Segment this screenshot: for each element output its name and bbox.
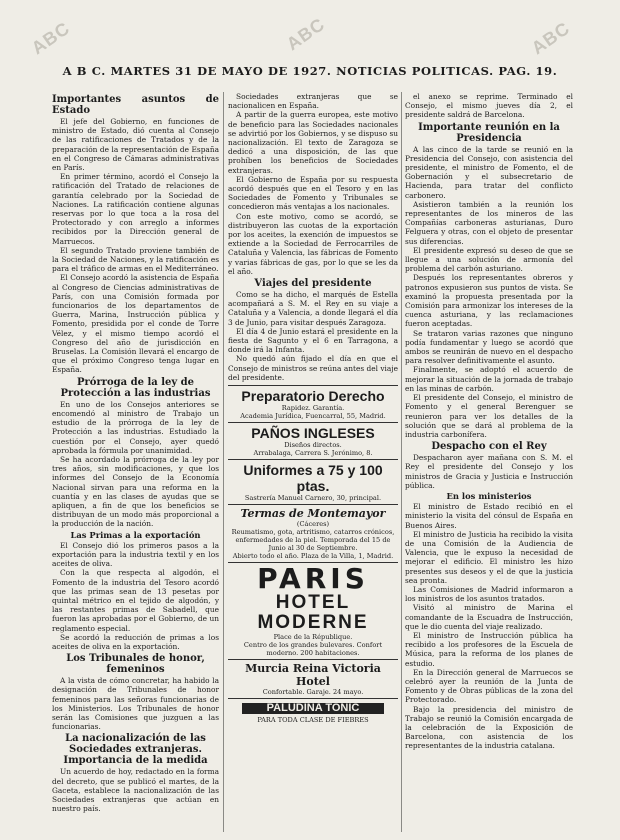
paragraph: El ministro de Justicia ha recibido la visita de una Comisión de la Audiencia de Valencia, que le expuso la necesidad de mejorar el edificio. El ministro les hizo presentes sus deseos y el de que la justicia sea pronta. xyxy=(405,529,573,585)
ad-title: Preparatorio Derecho xyxy=(241,388,385,405)
paragraph: Las Comisiones de Madrid informaron a los ministros de los asuntos tratados. xyxy=(405,584,573,604)
ad-title: Murcia Reina Victoria Hotel xyxy=(245,662,381,689)
ad-title-2: HOTEL MODERNE xyxy=(257,592,369,634)
paragraph: En primer término, acordó el Consejo la ratificación del Tratado de relaciones de garantía celebrado por la Sociedad de Naciones. La ratificación contiene algunas reservas por lo que toca a la rosa del Protectorado y con arreglo a informes recibidos por la Dirección general de Marruecos. xyxy=(52,172,219,246)
column-3 xyxy=(405,92,573,834)
ad-title: PAÑOS INGLESES xyxy=(251,425,375,442)
watermark-left: ABC xyxy=(27,17,74,59)
ad-paris-hotel xyxy=(228,562,398,659)
ad-title: Uniformes a 75 y 100 ptas. xyxy=(243,462,383,495)
paragraph: El Consejo dió los primeros pasos a la exportación para la industria textil y en los aceites de oliva. xyxy=(52,540,219,569)
paragraph: A partir de la guerra europea, este motivo de beneficio para las Sociedades nacionales se advirtió por los Gobiernos, y se dispuso su nacionalización. El texto de Zaragoza se dedicó a una disposición, de las que prohíben los beneficios de Sociedades extranjeras. xyxy=(228,110,398,175)
paragraph: Un acuerdo de hoy, redactado en la forma del decreto, que se publicó el martes, de la Gaceta, establece la nacionalización de las Sociedades extranjeras que actúan en nuestro país. xyxy=(52,767,219,814)
paragraph: El ministro de Estado recibió en el ministerio la visita del cónsul de España en Buenos Aires. xyxy=(405,502,573,530)
ad-title: PALUDINA TONIC xyxy=(242,703,384,714)
paragraph: En uno de los Consejos anteriores se encomendó al ministro de Trabajo un estudio de la prórroga de la ley de Protección a las industrias. Estudiado la cuestión por el Consejo, ayer quedó aprobada la fórmula por unanimidad. xyxy=(52,399,219,455)
ad-panos xyxy=(228,422,398,459)
ad-subtitle: Confortable. Garaje. 24 mayo. xyxy=(262,688,364,697)
watermark-right: ABC xyxy=(527,17,574,59)
column-1 xyxy=(52,92,219,834)
heading-proteccion: Prórroga de la ley de Protección a las industrias xyxy=(60,376,211,399)
heading-primas: Las Primas a la exportación xyxy=(70,529,201,540)
paragraph: El Gobierno de España por su respuesta acordó después que en el Tesoro y en las Sociedades de Fomento y Tribunales se concedieron más ventajas a los nacionales. xyxy=(228,174,398,212)
paragraph: A las cinco de la tarde se reunió en la Presidencia del Consejo, con asistencia del presidente, el ministro de Fomento, el de Gobernación y el subsecretario de Hacienda, para tratar del conflicto carbonero. xyxy=(405,144,573,200)
paragraph: Se ha acordado la prórroga de la ley por tres años, sin modificaciones, y que los informes del Consejo de la Economía Nacional sirvan para una reforma en la cuantía y en las clases de ayudas que se apliquen, a fin de que los beneficios se distribuyan de un modo más proporcional a la producción de la nación. xyxy=(52,454,219,529)
paragraph: El segundo Tratado proviene también de la Sociedad de Naciones, y la ratificación es para el tráfico de armas en el Mediterráneo. xyxy=(52,245,219,274)
heading-viajes: Viajes del presidente xyxy=(254,278,372,290)
ad-subtitle: (Cáceres) xyxy=(296,520,330,529)
ad-line: Academia Jurídica, Fuencarral, 55, Madrid. xyxy=(240,412,386,421)
heading-reunion: Importante reunión en la Presidencia xyxy=(418,121,560,144)
paragraph: El presidente del Consejo, el ministro de Fomento y el general Berenguer se reunieron para ver los detalles de la solución que se dará al problema de la industria carbonífera. xyxy=(405,393,573,439)
paragraph: Bajo la presidencia del ministro de Trabajo se reunió la Comisión encargada de la celebración de la Exposición de Barcelona, con asistencia de los representantes de la industria catalana. xyxy=(405,704,573,751)
column-2 xyxy=(228,92,398,834)
paragraph: Finalmente, se adoptó el acuerdo de mejorar la situación de la jornada de trabajo en las minas de carbón. xyxy=(405,365,573,393)
ad-title: PARIS xyxy=(257,562,369,596)
ad-line: Sastrería Manuel Carnero, 30, principal. xyxy=(244,494,382,503)
ad-subtitle: Place de la République. xyxy=(273,633,353,642)
paragraph: Con la que respecta al algodón, el Fomento de la industria del Tesoro acordó que las primas sean de 13 pesetas por quintal métrico en el tejido de algodón, y las restantes primas de Sabadell, que fueron las aprobadas por el Gobierno, de un reglamento especial. xyxy=(52,568,219,633)
paragraph: Se acordó la reducción de primas a los aceites de oliva en la exportación. xyxy=(52,632,219,651)
paragraph: El Consejo acordó la asistencia de España al Congreso de Ciencias administrativas de París, con una Comisión formada por funcionarios de los departamentos de Guerra, Marina, Instrucción pública y Fomento, presidida por el conde de Torre Vélez, y el mismo tiempo acordó el Congreso del año de jurisdicción en Bruselas. La Comisión llevará el encargo de que el próximo Congreso tenga lugar en España. xyxy=(52,273,219,375)
heading-estado: Importantes asuntos de Estado xyxy=(52,94,219,116)
column-separator xyxy=(401,92,402,832)
paragraph: En la Dirección general de Marruecos se celebró ayer la reunión de la Junta de Fomento y de Obras públicas de la zona del Protectorado. xyxy=(405,667,573,705)
ad-title: Termas de Montemayor xyxy=(240,507,386,521)
paragraph: Asistieron también a la reunión los representantes de los mineros de las Compañías carboneras asturianas, Duro Felguera y otras, con el objeto de presentar sus diferencias. xyxy=(405,199,573,246)
paragraph: A la vista de cómo concretar, ha habido la designación de Tribunales de honor femeninos para las señoras funcionarias de los Ministerios. Los Tribunales de honor serán las Comisiones que juzguen a las funcionarias. xyxy=(52,676,219,732)
paragraph: Se trataron varias razones que ninguno podía fundamentar y luego se acordó que ambos se reunirán de nuevo en el despacho para resolver definitivamente el asunto. xyxy=(405,328,573,366)
ad-line: Centro de los grandes bulevares. Confort moderno. 200 habitaciones. xyxy=(243,641,383,658)
page-header: A B C. MARTES 31 DE MAYO DE 1927. NOTICIAS POLITICAS. PAG. 19. xyxy=(62,64,558,78)
ad-subtitle: Diseños directos. xyxy=(284,441,342,450)
ad-paludina xyxy=(228,698,398,726)
heading-nacionalizacion: La nacionalización de las Sociedades extranjeras. Importancia de la medida xyxy=(63,733,208,767)
heading-ministerios: En los ministerios xyxy=(446,490,532,501)
ad-subtitle: PARA TODA CLASE DE FIEBRES xyxy=(257,716,369,725)
ad-murcia xyxy=(228,659,398,698)
paragraph: El jefe del Gobierno, en funciones de ministro de Estado, dió cuenta al Consejo de las ratificaciones de Tratados y de la preparación de la representación de España en el Congreso de Cámaras administrativas en París. xyxy=(52,117,219,173)
paragraph: Como se ha dicho, el marqués de Estella acompañará a S. M. el Rey en su viaje a Cataluña y a Valencia, a donde llegará el día 3 de Junio, para visitar después Zaragoza. xyxy=(228,290,398,327)
ad-subtitle: Rapidez. Garantía. xyxy=(281,404,345,413)
ad-uniformes xyxy=(228,459,398,504)
paragraph: Sociedades extranjeras que se nacionalicen en España. xyxy=(228,92,398,111)
paragraph: Después los representantes obreros y patronos expusieron sus puntos de vista. Se examinó la propuesta presentada por la Comisión para armonizar los intereses de la cuenca asturiana, y las reclamaciones fueron aceptadas. xyxy=(405,273,573,329)
column-separator xyxy=(223,92,224,832)
heading-despacho: Despacho con el Rey xyxy=(431,441,547,453)
paragraph: Con este motivo, como se acordó, se distribuyeron las cuotas de la exportación por los aceites, la exención de impuestos se extiende a la Sociedad de Ferrocarriles de Cataluña y Valencia, las fábricas de Fomento y varias fábricas de gas, por lo que se les da el año. xyxy=(228,211,398,276)
ad-preparatorio xyxy=(228,385,398,422)
paragraph: El día 4 de Junio estará el presidente en la fiesta de Sagunto y el 6 en Tarragona, a donde irá la Infanta. xyxy=(228,326,398,355)
ad-line: Arrabalaga, Carrera S. Jerónimo, 8. xyxy=(253,449,373,458)
watermark-center: ABC xyxy=(282,13,329,55)
advertisements xyxy=(228,385,398,726)
heading-tribunales: Los Tribunales de honor, femeninos xyxy=(66,653,205,676)
paragraph: Despacharon ayer mañana con S. M. el Rey el presidente del Consejo y los ministros de Gracia y Justicia e Instrucción pública. xyxy=(405,453,573,490)
paragraph: Visitó al ministro de Marina el comandante de la Escuadra de Instrucción, que le dio cuenta del viaje realizado. xyxy=(405,603,573,631)
paragraph: El ministro de Instrucción pública ha recibido a los profesores de la Escuela de Música, para la reforma de los planes de estudio. xyxy=(405,630,573,668)
ad-footer: Abierto todo el año. Plaza de la Villa, 1, Madrid. xyxy=(232,552,394,561)
ad-line: Reumatismo, gota, artritismo, catarros crónicos, enfermedades de la piel. Temporada del 15 de Junio al 30 de Septiembre. xyxy=(231,528,395,553)
paragraph: No quedó aún fijado el día en que el Consejo de ministros se reúna antes del viaje del presidente. xyxy=(228,354,398,382)
paragraph: el anexo se reprime. Terminado el Consejo, el mismo jueves día 2, el presidente saldrá de Barcelona. xyxy=(405,92,573,120)
paragraph: El presidente expresó su deseo de que se llegue a una solución de armonía del problema del carbón asturiano. xyxy=(405,245,573,274)
ad-termas xyxy=(228,504,398,562)
